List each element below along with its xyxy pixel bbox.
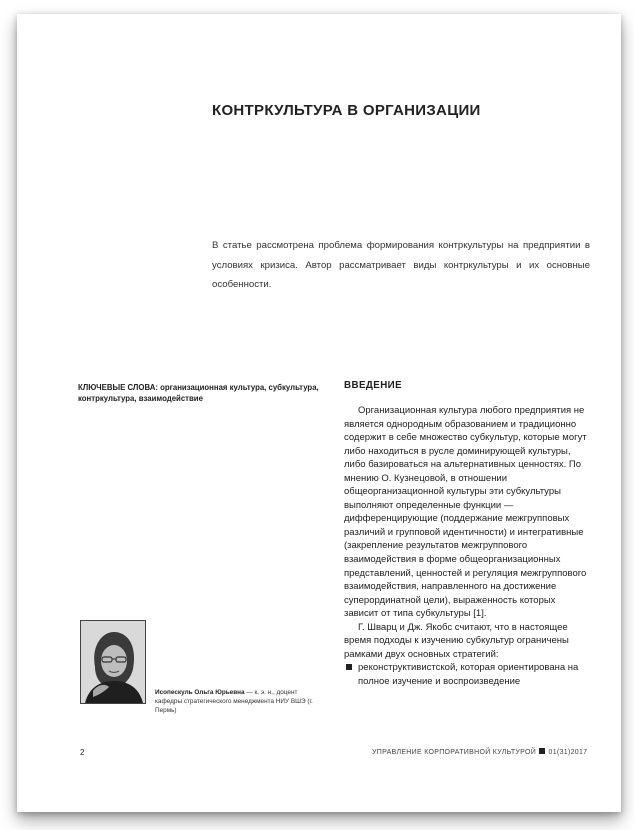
journal-issue: 01(31)2017 <box>548 749 588 756</box>
author-info <box>155 688 325 715</box>
bullet-icon <box>346 664 352 670</box>
section-heading: ВВЕДЕНИЕ <box>344 380 403 391</box>
list-item <box>344 661 590 688</box>
author-name: Исопескуль Ольга Юрьевна <box>155 689 245 696</box>
paragraph: Г. Шварц и Дж. Якобс считают, что в настоящее время подходы к изучению субкультур ограничены рамками двух основных стратегий: <box>344 621 569 660</box>
article-title: КОНТРКУЛЬТУРА В ОРГАНИЗАЦИИ <box>212 102 481 119</box>
abstract: В статье рассмотрена проблема формирования контркультуры на предприятии в условиях кризиса. Автор рассматривает виды контркультуры и их основные особенности. <box>212 240 590 290</box>
paragraph: Организационная культура любого предприятия не является однородным образованием и традиционно содержит в себе множество субкультур, которые могут либо находиться в русле доминирующей культуры, либо базироваться на альтернативных ценностях. По мнению О. Кузнецовой, в отношении общеорганизационной культуры эти субкультуры выполняют определенные функции — дифференцирующие (поддержание межгрупповых различий и групповой идентичности) и интегративные (закрепление результатов межгруппового взаимодействия в форме общеорганизационных представлений, ценностей и регуляция межгруппового взаимодействия, направленного на достижение суперординатной цели), выраженность которых зависит от типа субкультуры [1]. <box>344 405 587 620</box>
keywords <box>78 382 323 404</box>
author-portrait-icon <box>81 621 145 703</box>
author-photo <box>80 620 146 704</box>
body-text <box>344 404 590 688</box>
journal-name: УПРАВЛЕНИЕ КОРПОРАТИВНОЙ КУЛЬТУРОЙ <box>372 749 537 756</box>
square-separator-icon <box>539 748 545 754</box>
page-number: 2 <box>80 748 85 757</box>
keywords-text: организационная культура, субкультура, контркультура, взаимодействие <box>78 383 319 403</box>
keywords-label: КЛЮЧЕВЫЕ СЛОВА: <box>78 383 158 392</box>
footer-journal <box>372 748 587 756</box>
author-details: — к. э. н., доцент кафедры стратегического менеджмента НИУ ВШЭ (г. Пермь) <box>155 689 313 714</box>
list-item-text: реконструктивистской, которая ориентирована на полное изучение и воспроизведение <box>358 662 579 687</box>
